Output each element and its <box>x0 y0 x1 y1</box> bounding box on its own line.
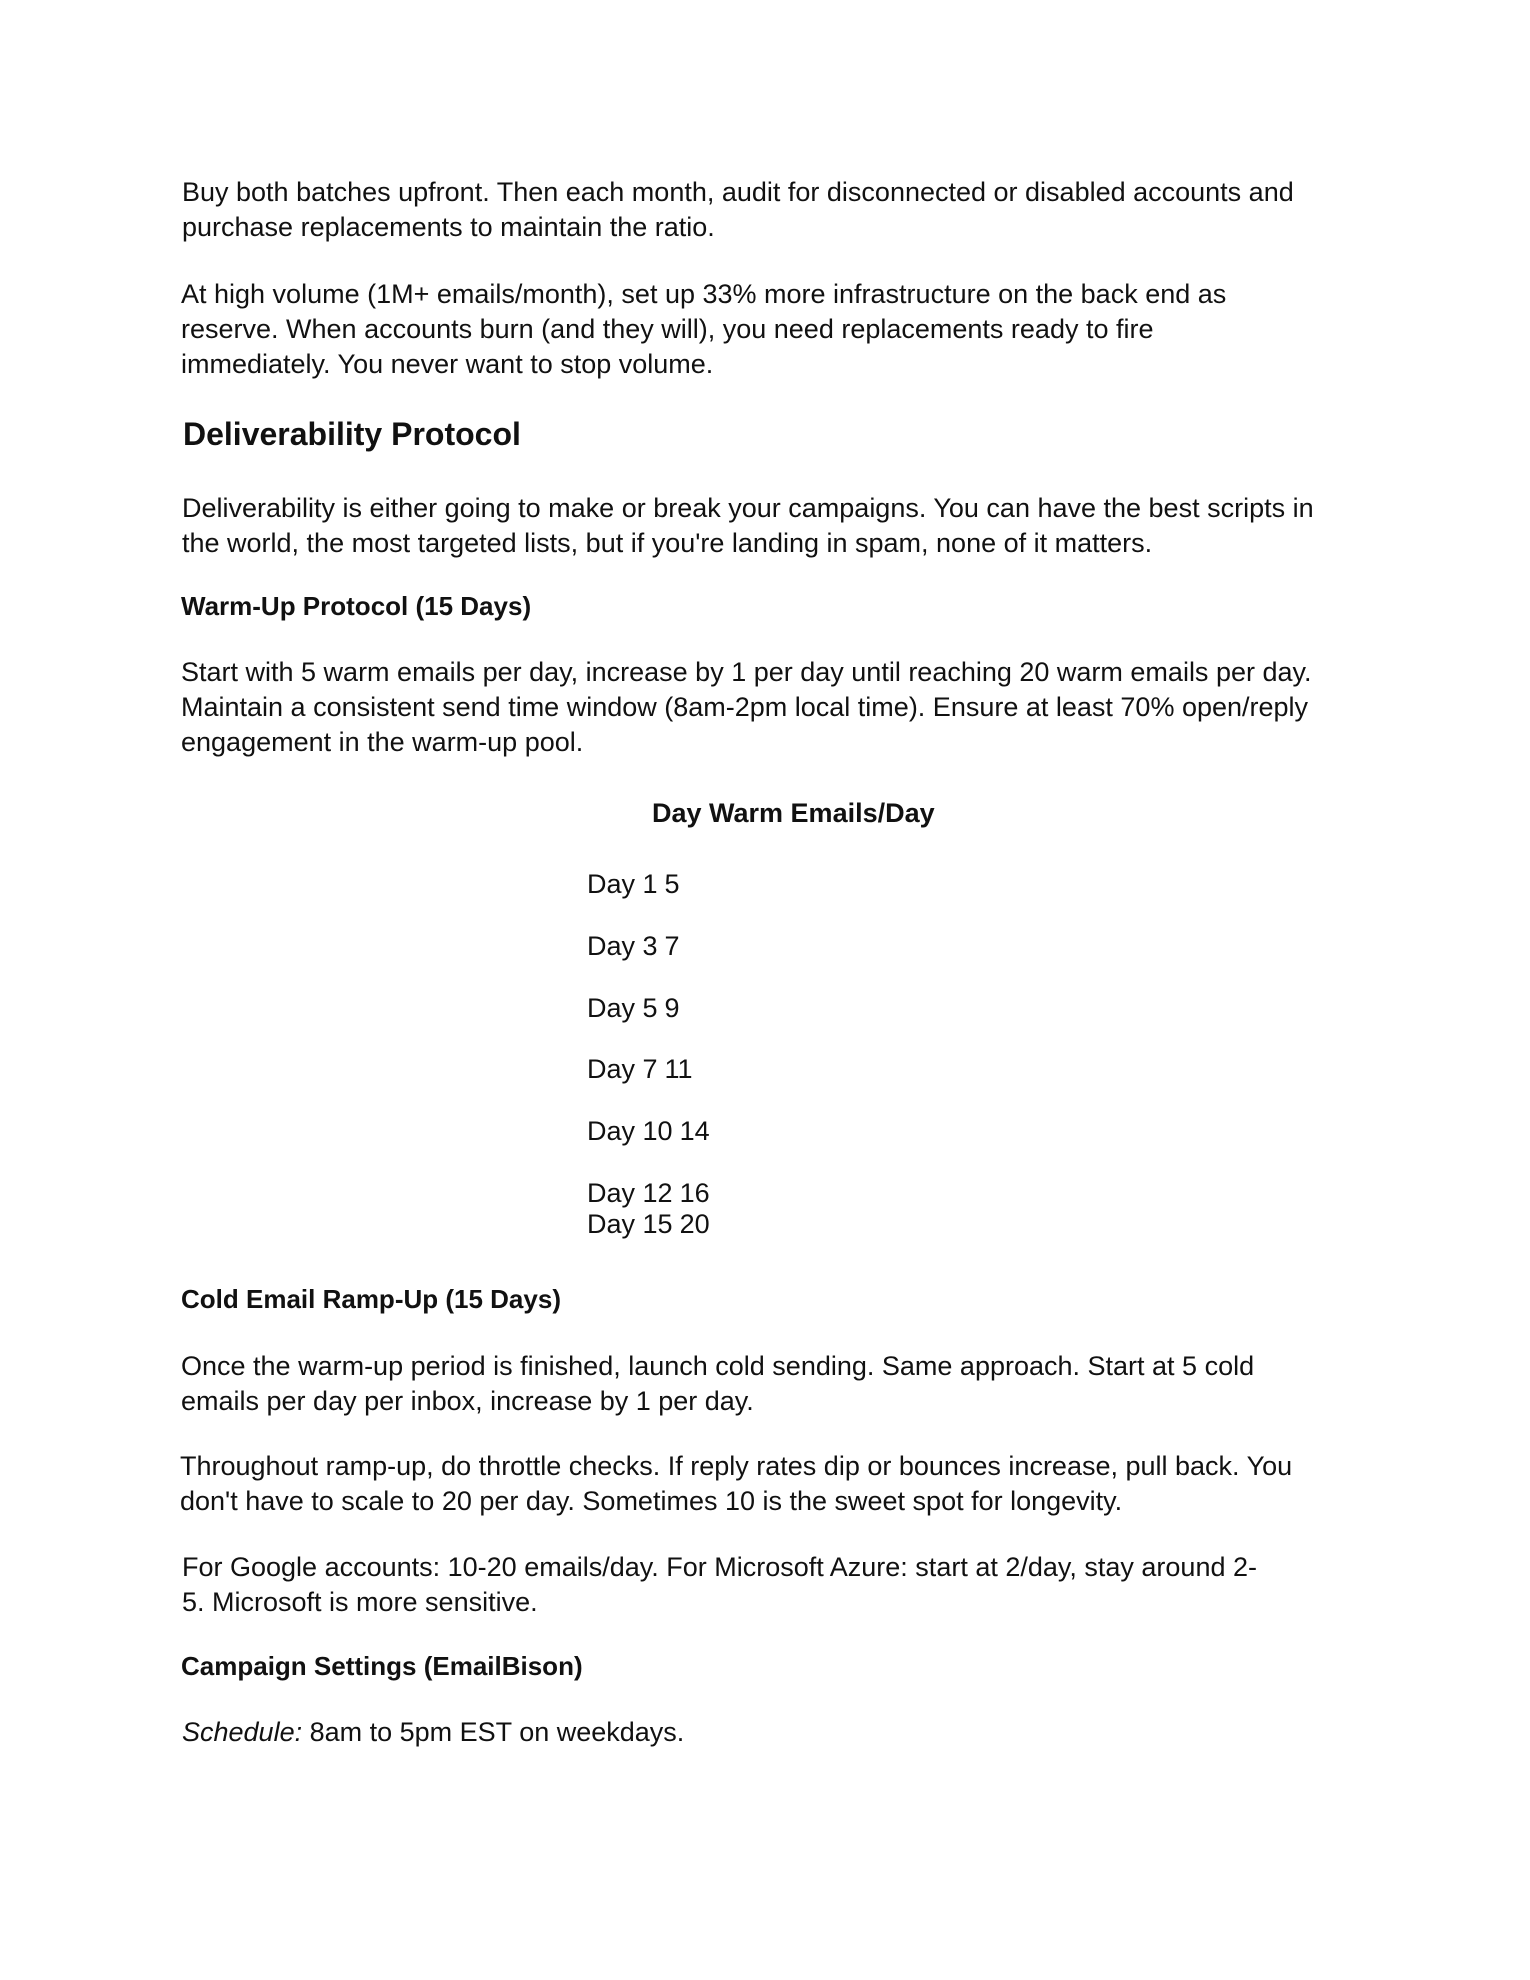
row-value: 20 <box>679 1209 710 1239</box>
paragraph-warmup <box>181 655 1312 760</box>
text-line: Maintain a consistent send time window (8am-2pm local time). Ensure at least 70% open/reply <box>181 692 1309 722</box>
row-day: Day 15 <box>587 1209 673 1239</box>
row-day: Day 1 <box>587 869 658 899</box>
text-line: Buy both batches upfront. Then each month, audit for disconnected or disabled accounts and <box>182 177 1294 207</box>
schedule-text: 8am to 5pm EST on weekdays. <box>302 1717 685 1747</box>
paragraph-cold-rampup <box>181 1349 1254 1419</box>
paragraph-high-volume <box>181 277 1226 382</box>
row-day: Day 7 <box>587 1054 658 1084</box>
row-day: Day 10 <box>587 1116 673 1146</box>
row-value: 5 <box>664 869 680 899</box>
warmup-table-row <box>587 930 680 962</box>
text-line: For Google accounts: 10-20 emails/day. For Microsoft Azure: start at 2/day, stay around 2- <box>182 1552 1257 1582</box>
row-value: 11 <box>664 1054 693 1084</box>
paragraph-deliverability <box>182 491 1314 561</box>
paragraph-throttle-checks <box>180 1449 1292 1519</box>
warmup-table-row <box>587 1177 710 1209</box>
text-line: purchase replacements to maintain the ratio. <box>182 212 715 242</box>
warmup-table-row <box>587 1115 710 1147</box>
heading-cold-email-rampup: Cold Email Ramp-Up (15 Days) <box>181 1284 561 1314</box>
row-day: Day 3 <box>587 931 658 961</box>
paragraph-schedule <box>182 1715 684 1750</box>
text-line: Start with 5 warm emails per day, increase by 1 per day until reaching 20 warm emails per day. <box>181 657 1312 687</box>
paragraph-account-limits <box>182 1550 1257 1620</box>
heading-warmup-protocol: Warm-Up Protocol (15 Days) <box>181 591 532 621</box>
text-line: Deliverability is either going to make or break your campaigns. You can have the best scripts in <box>182 493 1314 523</box>
text-line: reserve. When accounts burn (and they will), you need replacements ready to fire <box>181 314 1154 344</box>
text-line: engagement in the warm-up pool. <box>181 727 584 757</box>
warmup-table-row <box>587 868 680 900</box>
warmup-table-row <box>587 992 680 1024</box>
schedule-label: Schedule: <box>182 1717 303 1747</box>
text-line: Once the warm-up period is finished, launch cold sending. Same approach. Start at 5 cold <box>181 1351 1255 1381</box>
text-line: emails per day per inbox, increase by 1 per day. <box>181 1386 754 1416</box>
row-value: 7 <box>664 931 680 961</box>
row-day: Day 12 <box>587 1178 673 1208</box>
row-value: 9 <box>664 993 680 1023</box>
row-day: Day 5 <box>587 993 658 1023</box>
row-value: 16 <box>679 1178 710 1208</box>
text-line: 5. Microsoft is more sensitive. <box>182 1587 538 1617</box>
text-line: don't have to scale to 20 per day. Sometimes 10 is the sweet spot for longevity. <box>180 1486 1123 1516</box>
warmup-table-header: Day Warm Emails/Day <box>652 798 935 828</box>
text-line: Throughout ramp-up, do throttle checks. If reply rates dip or bounces increase, pull back. You <box>180 1451 1293 1481</box>
paragraph-buy-batches <box>182 175 1294 245</box>
text-line: immediately. You never want to stop volume. <box>181 349 714 379</box>
heading-campaign-settings: Campaign Settings (EmailBison) <box>181 1651 583 1681</box>
text-line: At high volume (1M+ emails/month), set up 33% more infrastructure on the back end as <box>181 279 1227 309</box>
heading-deliverability-protocol: Deliverability Protocol <box>183 416 521 452</box>
warmup-table-row <box>587 1208 710 1240</box>
row-value: 14 <box>679 1116 710 1146</box>
text-line: the world, the most targeted lists, but if you're landing in spam, none of it matters. <box>182 528 1153 558</box>
warmup-table-row <box>587 1053 693 1085</box>
